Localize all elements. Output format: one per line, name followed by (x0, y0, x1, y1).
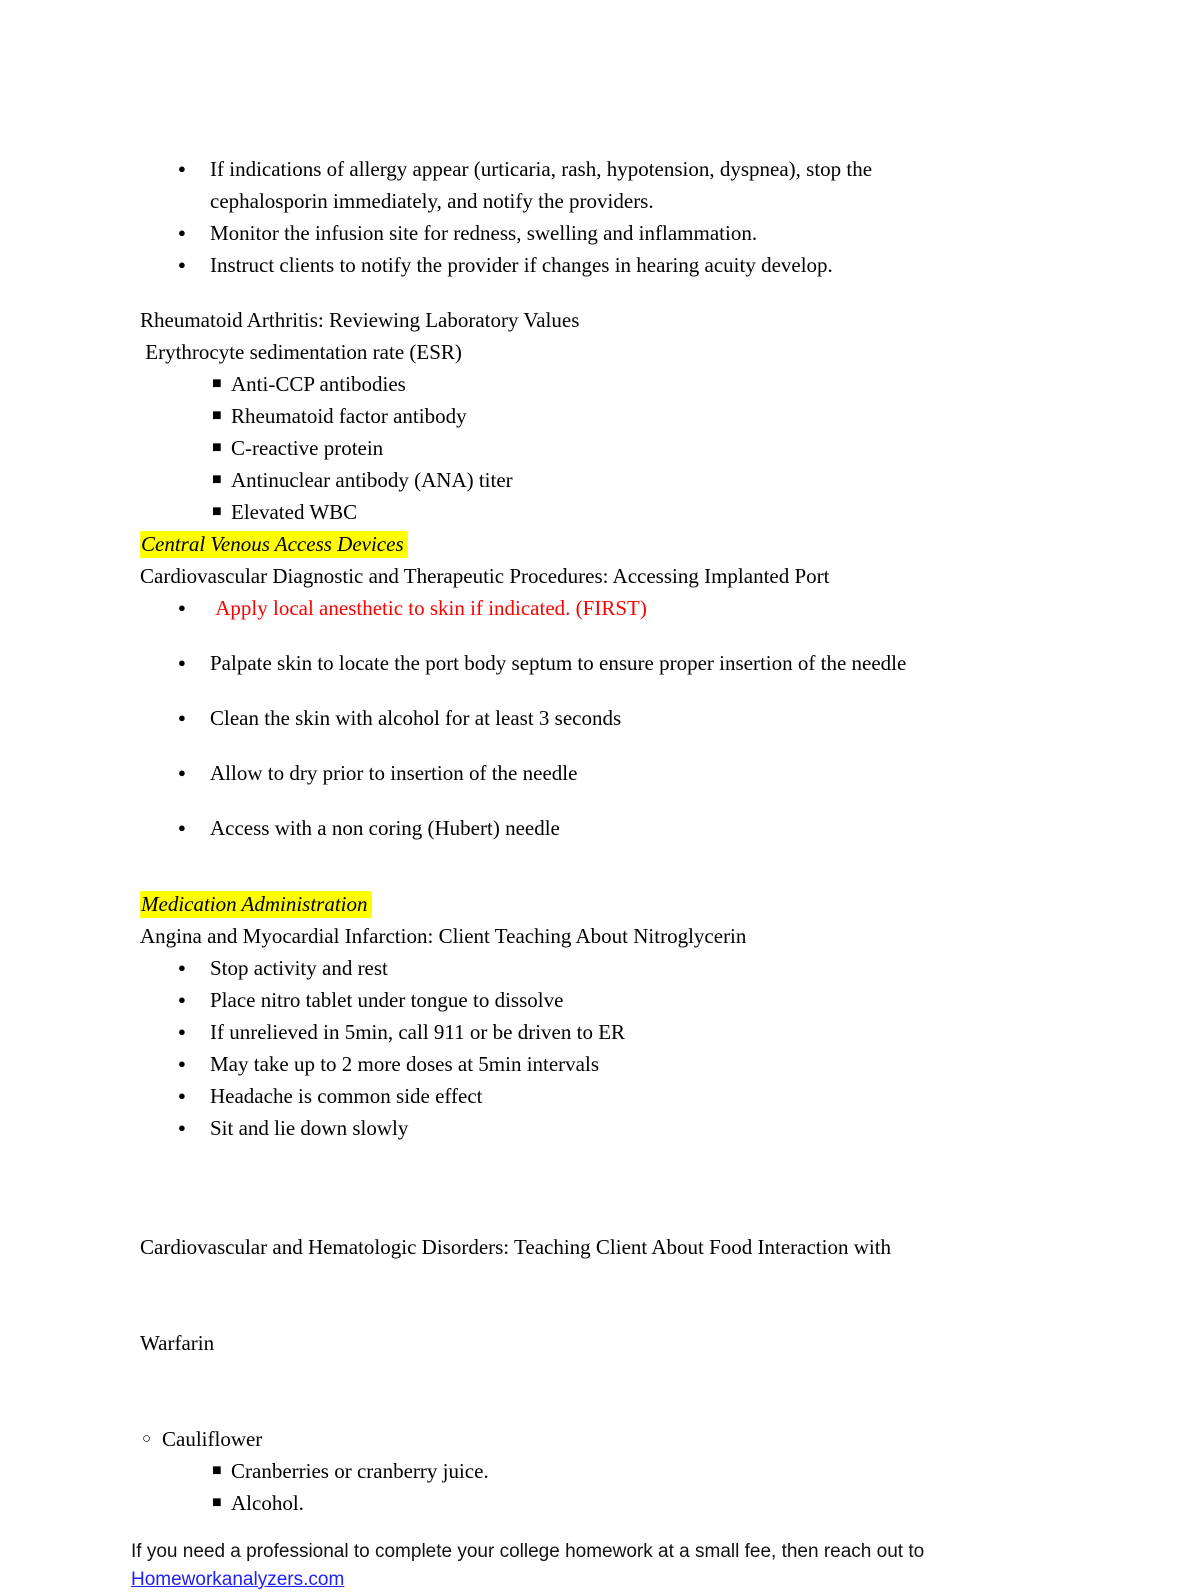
heading-line: Cardiovascular and Hematologic Disorders: Teaching Client About Food Interaction with (140, 1235, 892, 1259)
square-bullet-icon: ■ (212, 1494, 222, 1511)
list-item (140, 432, 1140, 464)
list-item-text: Anti-CCP antibodies (231, 372, 406, 396)
bullet-icon: ● (178, 992, 186, 1007)
list-item-text: Cranberries or cranberry juice. (231, 1459, 489, 1483)
footer-text: If you need a professional to complete your college homework at a small fee, then reach out to (131, 1541, 925, 1562)
list-item-text: Monitor the infusion site for redness, swelling and inflammation. (210, 221, 758, 245)
section-heading-implanted-port: Cardiovascular Diagnostic and Therapeutic Procedures: Accessing Implanted Port (140, 564, 830, 588)
implanted-port-steps-list (140, 647, 1140, 844)
square-bullet-icon: ■ (212, 1462, 222, 1479)
list-item-text: Elevated WBC (231, 500, 358, 524)
section-heading-warfarin (140, 1167, 1140, 1423)
list-item (140, 464, 1140, 496)
list-item (140, 757, 1140, 789)
bullet-icon: ● (178, 1120, 186, 1135)
subheading-esr: Erythrocyte sedimentation rate (ESR) (140, 340, 462, 364)
list-item-text: Instruct clients to notify the provider if changes in hearing acuity develop. (210, 253, 833, 277)
list-item (140, 217, 1140, 249)
square-bullet-icon: ■ (212, 503, 222, 520)
bullet-icon: ● (178, 765, 186, 780)
bullet-icon: ● (178, 600, 186, 615)
highlighted-heading-central-venous (140, 528, 1140, 560)
list-item (140, 592, 1140, 624)
first-step-red-text: Apply local anesthetic to skin if indicated. (FIRST) (210, 596, 647, 620)
list-item (140, 249, 1140, 281)
implanted-port-first-step (140, 592, 1140, 624)
list-item-line: If indications of allergy appear (urticaria, rash, hypotension, dyspnea), stop the (210, 157, 873, 181)
highlighted-heading-medication (140, 888, 1140, 920)
bullet-icon: ● (178, 1024, 186, 1039)
list-item-text: Access with a non coring (Hubert) needle (210, 816, 560, 840)
footer-note (131, 1538, 1140, 1594)
homeworkanalyzers-link[interactable]: Homeworkanalyzers.com (131, 1569, 345, 1590)
list-item (140, 1080, 1140, 1112)
highlight-text: Central Venous Access Devices (140, 531, 408, 558)
list-item (140, 952, 1140, 984)
list-item (140, 1016, 1140, 1048)
bullet-icon: ● (178, 655, 186, 670)
warfarin-food-list (140, 1455, 1140, 1519)
list-item-text: May take up to 2 more doses at 5min intervals (210, 1052, 600, 1076)
square-bullet-icon: ■ (212, 471, 222, 488)
square-bullet-icon: ■ (212, 407, 222, 424)
list-item-text: C-reactive protein (231, 436, 384, 460)
bullet-icon: ● (178, 225, 186, 240)
section-heading-rheumatoid: Rheumatoid Arthritis: Reviewing Laboratory Values (140, 308, 580, 332)
list-item-text: Stop activity and rest (210, 956, 388, 980)
list-item-text: Allow to dry prior to insertion of the needle (210, 761, 578, 785)
rheumatoid-lab-list (140, 368, 1140, 528)
list-item-text: Palpate skin to locate the port body septum to ensure proper insertion of the needle (210, 651, 907, 675)
highlight-text: Medication Administration (140, 891, 372, 918)
list-item-text (210, 153, 1140, 217)
bullet-icon: ● (178, 161, 186, 176)
list-item-text: Alcohol. (231, 1491, 304, 1515)
list-item (140, 647, 1140, 679)
list-item (140, 400, 1140, 432)
circle-list-item (140, 1423, 1140, 1455)
list-item-line: cephalosporin immediately, and notify the providers. (210, 189, 654, 213)
bullet-icon: ● (178, 960, 186, 975)
square-bullet-icon: ■ (212, 439, 222, 456)
list-item (140, 153, 1140, 217)
heading-line: Warfarin (140, 1331, 215, 1355)
list-item-text: Rheumatoid factor antibody (231, 404, 467, 428)
list-item (140, 812, 1140, 844)
list-item (140, 1455, 1140, 1487)
list-item-text: If unrelieved in 5min, call 911 or be driven to ER (210, 1020, 626, 1044)
list-item (140, 984, 1140, 1016)
bullet-icon: ● (178, 1088, 186, 1103)
bullet-icon: ● (178, 257, 186, 272)
list-item (140, 1487, 1140, 1519)
bullet-icon: ● (178, 820, 186, 835)
list-item (140, 1112, 1140, 1144)
list-item-text: Clean the skin with alcohol for at least 3 seconds (210, 706, 622, 730)
list-item (140, 1048, 1140, 1080)
square-bullet-icon: ■ (212, 375, 222, 392)
circle-bullet-icon: ○ (142, 1431, 152, 1447)
bullet-icon: ● (178, 1056, 186, 1071)
nitroglycerin-teaching-list (140, 952, 1140, 1144)
list-item-text: Antinuclear antibody (ANA) titer (231, 468, 513, 492)
section-heading-nitroglycerin: Angina and Myocardial Infarction: Client Teaching About Nitroglycerin (140, 924, 747, 948)
list-item (140, 702, 1140, 734)
list-item (140, 368, 1140, 400)
list-item-text: Headache is common side effect (210, 1084, 483, 1108)
list-item-text: Cauliflower (162, 1427, 263, 1451)
list-item (140, 496, 1140, 528)
allergy-precautions-list (140, 153, 1140, 281)
bullet-icon: ● (178, 710, 186, 725)
list-item-text: Place nitro tablet under tongue to dissolve (210, 988, 564, 1012)
list-item-text: Sit and lie down slowly (210, 1116, 409, 1140)
